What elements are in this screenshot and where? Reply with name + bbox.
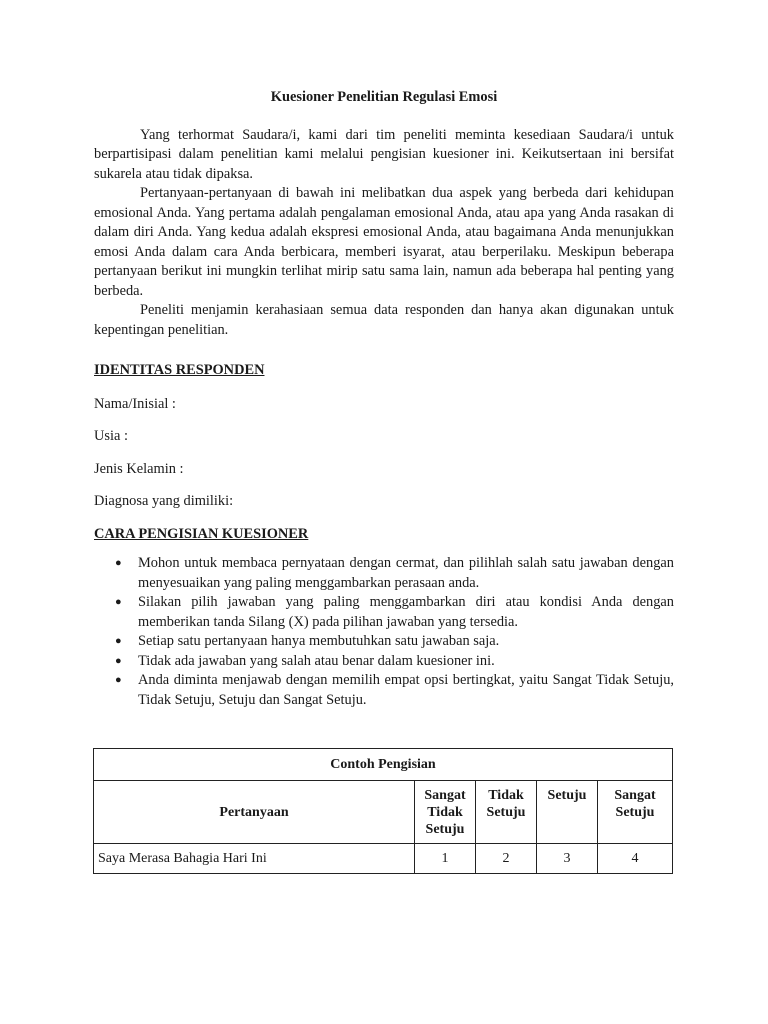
instruction-item [115, 554, 674, 593]
instruction-item [115, 652, 674, 672]
field-age: Usia : [94, 428, 128, 444]
instruction-text: Silakan pilih jawaban yang paling menggambarkan diri atau kondisi Anda dengan memberikan tanda Silang (X) pada pilihan jawaban yang tersedia. [138, 594, 674, 630]
option-header-disagree: Tidak Setuju [476, 781, 537, 844]
value-cell: 4 [598, 844, 673, 874]
option-header-agree: Setuju [537, 781, 598, 844]
table-header-row [94, 781, 673, 844]
instruction-text: Setiap satu pertanyaan hanya membutuhkan satu jawaban saja. [138, 633, 500, 649]
option-header-strongly-disagree: Sangat Tidak Setuju [415, 781, 476, 844]
bullet-icon: ● [115, 654, 122, 667]
bullet-icon: ● [115, 557, 122, 569]
table-caption-row [94, 749, 673, 781]
instructions-heading: CARA PENGISIAN KUESIONER [94, 525, 309, 542]
instruction-item [115, 671, 674, 710]
table-row [94, 844, 673, 874]
instruction-item [115, 632, 674, 652]
instructions-list [94, 554, 674, 710]
instruction-item [115, 593, 674, 632]
identity-heading: IDENTITAS RESPONDEN [94, 362, 265, 378]
field-gender: Jenis Kelamin : [94, 460, 184, 477]
field-diagnosis: Diagnosa yang dimiliki: [94, 493, 234, 509]
value-cell: 2 [476, 844, 537, 874]
instruction-text: Mohon untuk membaca pernyataan dengan cermat, dan pilihlah salah satu jawaban dengan menyesuaikan yang paling menggambarkan perasaan anda. [138, 555, 674, 591]
field-name: Nama/Inisial : [94, 395, 176, 412]
value-cell: 3 [537, 844, 598, 874]
question-header: Pertanyaan [94, 781, 415, 844]
instruction-text: Tidak ada jawaban yang salah atau benar dalam kuesioner ini. [138, 652, 495, 669]
bullet-icon: ● [115, 674, 122, 686]
intro-paragraph: Yang terhormat Saudara/i, kami dari tim peneliti meminta kesediaan Saudara/i untuk berpartisipasi dalam penelitian kami melalui pengisian kuesioner ini. Keikutsertaan ini bersifat sukarela atau tidak dipaksa. [94, 126, 674, 182]
bullet-icon: ● [115, 596, 122, 608]
value-cell: 1 [415, 844, 476, 874]
table-caption: Contoh Pengisian [94, 749, 673, 781]
option-header-strongly-agree: Sangat Setuju [598, 781, 673, 844]
example-table [93, 748, 673, 874]
document-title: Kuesioner Penelitian Regulasi Emosi [270, 89, 498, 105]
intro-paragraph: Pertanyaan-pertanyaan di bawah ini melibatkan dua aspek yang berbeda dari kehidupan emosional Anda. Yang pertama adalah pengalaman emosional Anda, atau apa yang Anda rasakan di dalam diri Anda. Yang kedua adalah ekspresi emosional Anda, atau bagaimana Anda menunjukkan emosi Anda dalam cara Anda berbicara, memberi isyarat, atau berperilaku. Meskipun beberapa pertanyaan berikut ini mungkin terlihat mirip satu sama lain, namun ada beberapa hal penting yang berbeda. [94, 185, 674, 299]
question-cell: Saya Merasa Bahagia Hari Ini [94, 844, 415, 874]
instruction-text: Anda diminta menjawab dengan memilih empat opsi bertingkat, yaitu Sangat Tidak Setuju, Tidak Setuju, Setuju dan Sangat Setuju. [138, 672, 674, 708]
intro-paragraph: Peneliti menjamin kerahasiaan semua data responden dan hanya akan digunakan untuk kepentingan penelitian. [94, 302, 674, 338]
bullet-icon: ● [115, 635, 122, 647]
